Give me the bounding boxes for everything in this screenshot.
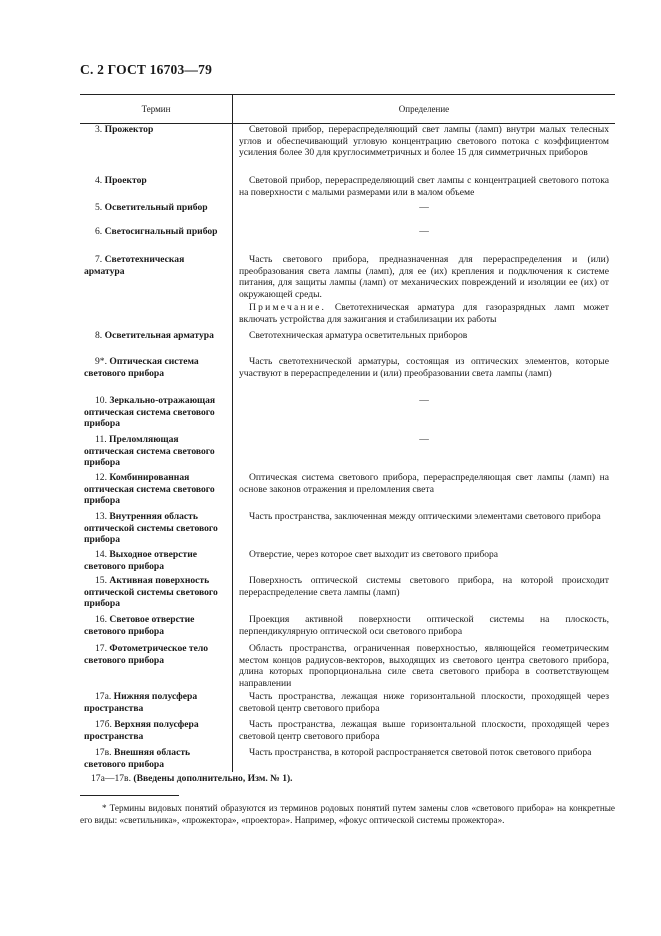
term-number: 11. xyxy=(95,434,107,445)
table-row xyxy=(80,614,615,637)
term-number: 7. xyxy=(95,254,103,265)
definition-cell xyxy=(232,254,615,300)
table-row xyxy=(80,254,615,300)
table-row xyxy=(80,330,615,342)
term-name: Преломляющая оптическая система светового прибора xyxy=(84,434,215,469)
term-cell xyxy=(80,575,232,610)
term-number: 17в. xyxy=(95,747,112,758)
term-cell xyxy=(80,124,232,159)
term-cell xyxy=(80,254,232,300)
definition-cell xyxy=(232,719,615,742)
term-number: 4. xyxy=(95,175,103,186)
column-header-term: Термин xyxy=(80,95,233,123)
definition-text: — xyxy=(419,434,429,445)
definition-cell xyxy=(232,472,615,507)
term-name: Внутренняя область оптической системы светового прибора xyxy=(84,511,218,546)
term-name: Выходное отверстие светового прибора xyxy=(84,549,197,572)
table-header xyxy=(80,95,615,124)
term-number: 17б. xyxy=(95,719,112,730)
table-row xyxy=(80,472,615,507)
definition-cell xyxy=(232,614,615,637)
definition-cell xyxy=(232,643,615,689)
definition-text: Часть пространства, лежащая ниже горизонтальной плоскости, проходящей через световой центр светового прибора xyxy=(239,691,609,714)
definition-cell xyxy=(232,511,615,546)
table-row xyxy=(80,719,615,742)
table-row xyxy=(80,691,615,714)
term-number: 12. xyxy=(95,472,107,483)
definition-text: Отверстие, через которое свет выходит из светового прибора xyxy=(249,549,499,560)
term-name: Проектор xyxy=(104,175,147,186)
definition-text: Часть пространства, в которой распространяется световой поток светового прибора xyxy=(249,747,592,758)
footnote xyxy=(80,802,615,826)
definition-cell xyxy=(232,356,615,379)
term-number: 9*. xyxy=(95,356,107,367)
term-name: Светосигнальный прибор xyxy=(104,226,218,237)
column-header-definition: Определение xyxy=(398,104,450,114)
definition-cell xyxy=(232,302,615,325)
amendment-note xyxy=(80,773,293,784)
definition-cell xyxy=(232,395,615,430)
table-row xyxy=(80,511,615,546)
term-cell xyxy=(80,643,232,689)
table-row xyxy=(80,643,615,689)
table-row xyxy=(80,747,615,770)
definition-cell xyxy=(232,575,615,610)
note-row xyxy=(80,302,615,325)
term-number: 8. xyxy=(95,330,103,341)
term-cell xyxy=(80,330,232,342)
term-number: 17а. xyxy=(95,691,112,702)
term-cell xyxy=(80,719,232,742)
term-name: Световое отверстие светового прибора xyxy=(84,614,195,637)
amendment-ref: 17а—17в. xyxy=(91,773,131,784)
definition-text: Оптическая система светового прибора, перераспределяющая свет лампы (ламп) на основе законов отражения и преломления света xyxy=(239,472,609,495)
term-name: Осветительный прибор xyxy=(104,202,208,213)
term-name: Нижняя полусфера пространства xyxy=(84,691,198,714)
term-name: Внешняя область светового прибора xyxy=(84,747,191,770)
term-number: 16. xyxy=(95,614,107,625)
term-name: Светотехническая арматура xyxy=(84,254,185,277)
table-row xyxy=(80,395,615,430)
footnote-text: * Термины видовых понятий образуются из терминов родовых понятий путем замены слов «светового прибора» на конкретные его виды: «светильника», «прожектора», «проектора». Например, «фокус оптической системы прожектора». xyxy=(80,803,615,825)
definition-text: — xyxy=(419,226,429,237)
definition-text: Часть пространства, заключенная между оптическими элементами светового прибора xyxy=(249,511,601,522)
term-number: 5. xyxy=(95,202,103,213)
term-cell xyxy=(80,747,232,770)
term-cell xyxy=(80,472,232,507)
term-number: 10. xyxy=(95,395,107,406)
term-cell xyxy=(80,691,232,714)
term-name: Верхняя полусфера пространства xyxy=(84,719,199,742)
term-name: Оптическая система светового прибора xyxy=(84,356,199,379)
table-row xyxy=(80,124,615,159)
page-header: С. 2 ГОСТ 16703—79 xyxy=(80,62,213,77)
definition-cell xyxy=(232,330,615,342)
table-row xyxy=(80,202,615,214)
term-cell xyxy=(80,511,232,546)
term-cell xyxy=(80,226,232,238)
term-number: 17. xyxy=(95,643,107,654)
definition-text: Поверхность оптической системы светового прибора, на которой происходит перераспределение света лампы (ламп) xyxy=(239,575,609,598)
table-row xyxy=(80,226,615,238)
term-cell xyxy=(80,356,232,379)
definition-cell xyxy=(232,124,615,159)
table-row xyxy=(80,549,615,572)
definition-text: Проекция активной поверхности оптической системы на плоскость, перпендикулярную оптической оси светового прибора xyxy=(239,614,609,637)
term-name: Фотометрическое тело светового прибора xyxy=(84,643,209,666)
definition-cell xyxy=(232,202,615,214)
term-cell xyxy=(80,614,232,637)
definition-text: Область пространства, ограниченная поверхностью, являющейся геометрическим местом концов радиусов-векторов, выходящих из светового центра светового прибора, длина которых пропорциональна силе света светового прибора в соответствующем направлении xyxy=(239,643,609,689)
table-row xyxy=(80,175,615,198)
table-row xyxy=(80,356,615,379)
term-name: Активная поверхность оптической системы светового прибора xyxy=(84,575,218,610)
table-row xyxy=(80,434,615,469)
term-number: 3. xyxy=(95,124,103,135)
term-name: Осветительная арматура xyxy=(104,330,214,341)
definition-text: — xyxy=(419,202,429,213)
definition-cell xyxy=(232,747,615,770)
term-name: Прожектор xyxy=(104,124,154,135)
term-number: 14. xyxy=(95,549,107,560)
term-number: 13. xyxy=(95,511,107,522)
term-cell xyxy=(80,175,232,198)
definition-text: Часть светового прибора, предназначенная для перераспределения и (или) преобразования света лампы (ламп), для ее (их) крепления и подключения к системе питания, для защиты лампы (ламп) от механических повреждений и изоляции ее (их) от окружающей среды. xyxy=(239,254,609,300)
definition-text: Световой прибор, перераспределяющий свет лампы (ламп) внутри малых телесных углов и обеспечивающий угловую концентрацию светового потока с коэффициентом усиления более 30 для круглосимметричных и более 15 для симметричных приборов xyxy=(239,124,609,159)
term-name: Зеркально-отражающая оптическая система светового прибора xyxy=(84,395,216,430)
definition-cell xyxy=(232,175,615,198)
definition-text: Светотехническая арматура для газоразрядных ламп может включать устройства для зажигания и стабилизации их работы xyxy=(239,302,609,325)
definition-cell xyxy=(232,691,615,714)
term-cell xyxy=(80,202,232,214)
definition-cell xyxy=(232,434,615,469)
terms-table xyxy=(80,94,615,772)
table-body xyxy=(80,124,615,772)
definition-text: Часть пространства, лежащая выше горизонтальной плоскости, проходящей через световой центр светового прибора xyxy=(239,719,609,742)
term-name: Комбинированная оптическая система светового прибора xyxy=(84,472,215,507)
term-cell xyxy=(80,549,232,572)
term-number: 6. xyxy=(95,226,103,237)
definition-text: Часть светотехнической арматуры, состоящая из оптических элементов, которые участвуют в перераспределении и (или) преобразовании света лампы (ламп) xyxy=(239,356,609,379)
footnote-divider xyxy=(80,795,179,796)
amendment-text: (Введены дополнительно, Изм. № 1). xyxy=(133,773,293,784)
term-cell xyxy=(80,434,232,469)
definition-text: — xyxy=(419,395,429,406)
term-cell xyxy=(80,395,232,430)
definition-cell xyxy=(232,549,615,572)
definition-text: Светотехническая арматура осветительных приборов xyxy=(249,330,468,341)
definition-cell xyxy=(232,226,615,238)
note-label: Примечание. xyxy=(249,302,327,313)
table-row xyxy=(80,575,615,610)
term-cell xyxy=(80,302,232,325)
definition-text: Световой прибор, перераспределяющий свет лампы с концентрацией светового потока на поверхности с малыми размерами или в малом объеме xyxy=(239,175,609,198)
term-number: 15. xyxy=(95,575,107,586)
